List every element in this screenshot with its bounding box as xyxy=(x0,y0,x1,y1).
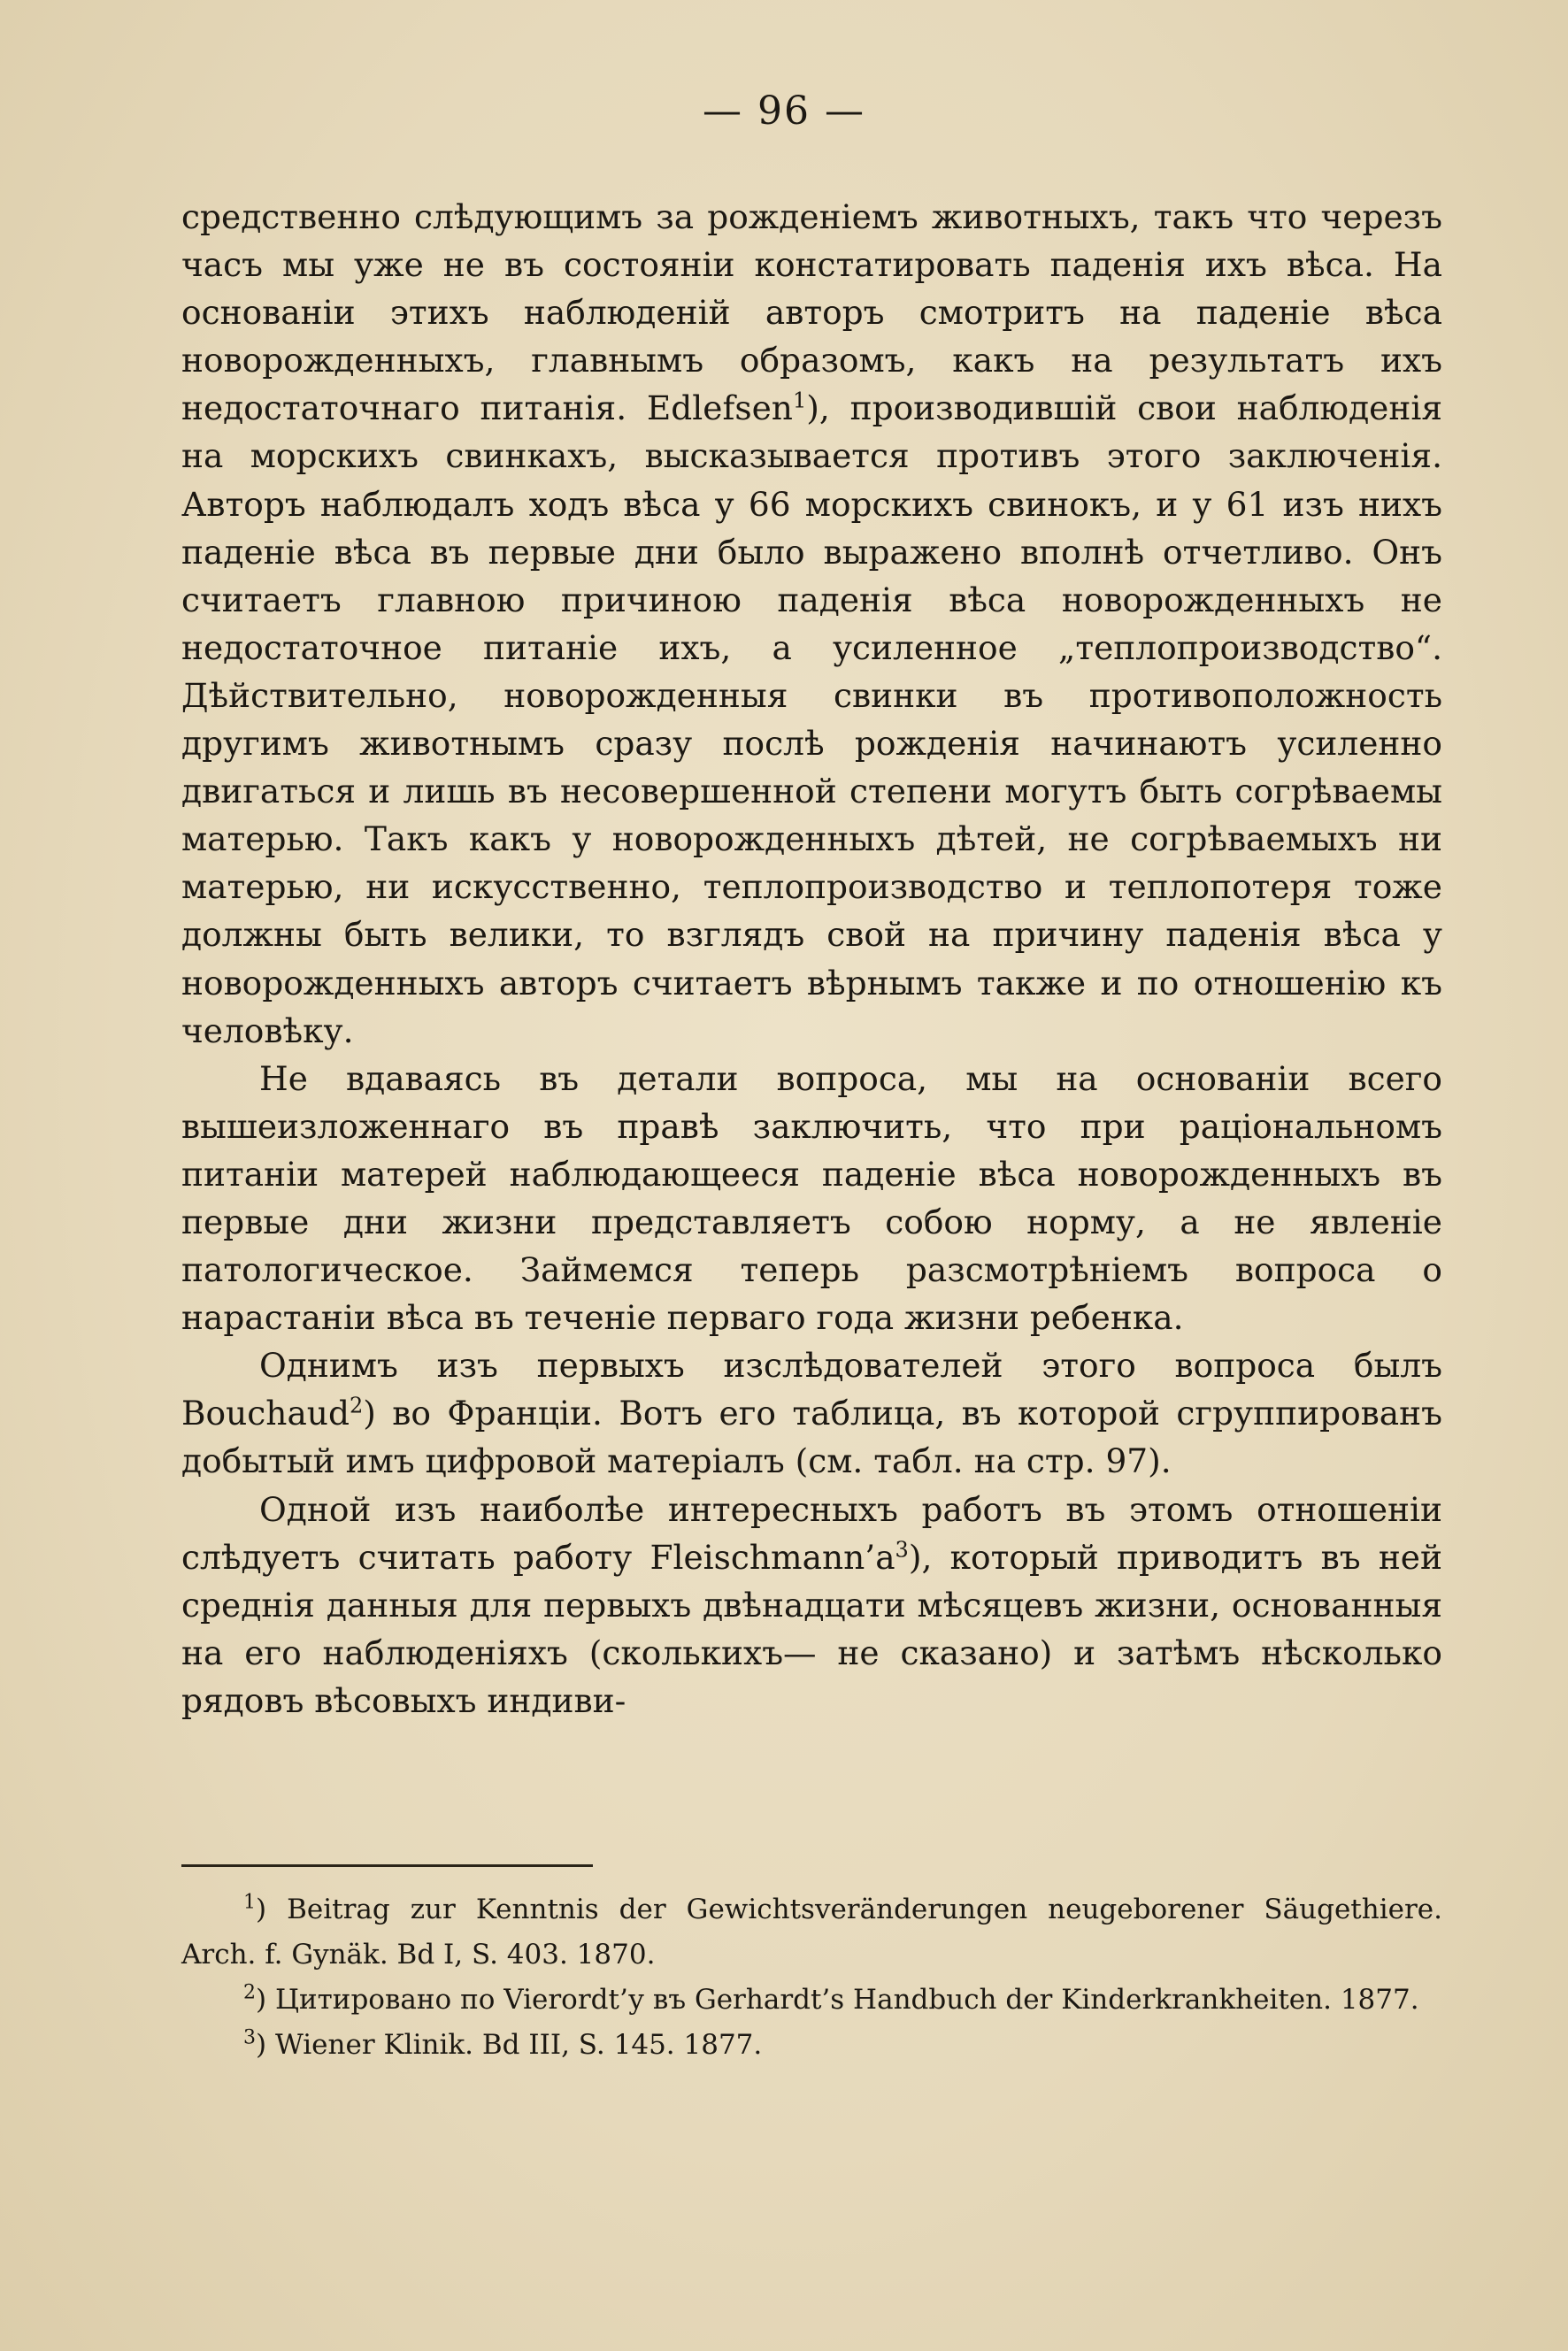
paragraph-2: Не вдаваясь въ детали вопроса, мы на основаніи всего вышеизложеннаго въ правѣ заключить, что при раціональномъ питаніи матерей наблюдающееся паденіе вѣса новорожденныхъ въ первые дни жизни представляетъ собою норму, а не явленіе патологическое. Займемся теперь разсмотрѣніемъ вопроса о нарастаніи вѣса въ теченіе перваго года жизни ребенка. xyxy=(181,1058,1442,1338)
footnote-1 xyxy=(181,1887,1442,1978)
paragraph-3-text-b: ) во Франціи. Вотъ его таблица, въ которой сгруппированъ добытый имъ цифровой матеріалъ (см. табл. на стр. 97). xyxy=(181,1394,1442,1481)
paragraph-4 xyxy=(181,1486,1442,1725)
footnote-ref-3: 3 xyxy=(895,1537,909,1563)
footnote-2-text: ) Цитировано по Vierordt’у въ Gerhardt’s Handbuch der Kinderkrankheiten. 1877. xyxy=(256,1984,1419,2016)
footnote-3-text: ) Wiener Klinik. Bd III, S. 145. 1877. xyxy=(256,2029,763,2061)
footnote-1-mark: 1 xyxy=(243,1891,256,1914)
page-number: — 96 — xyxy=(703,88,865,134)
footnote-1-text: ) Beitrag zur Kenntnis der Gewichtsveränderungen neugeborener Säugethiere. Arch. f. Gynäk. Bd I, S. 403. 1870. xyxy=(181,1894,1442,1971)
paragraph-1 xyxy=(181,193,1442,1055)
footnote-ref-2: 2 xyxy=(349,1393,364,1418)
paragraph-3 xyxy=(181,1341,1442,1485)
paragraph-3-text-a: Однимъ изъ первыхъ изслѣдователей этого вопроса былъ Bouchaud xyxy=(181,1346,1442,1433)
footnote-ref-1: 1 xyxy=(792,388,807,413)
paragraph-4-text-a: Одной изъ наиболѣе интересныхъ работъ въ этомъ отношеніи слѣдуетъ считать работу Fleischmann’a xyxy=(181,1489,1442,1577)
main-text xyxy=(181,193,1442,1725)
paragraph-1-text-b: ), производившій свои наблюденія на морскихъ свинкахъ, высказывается противъ этого заключенія. Авторъ наблюдалъ ходъ вѣса у 66 морскихъ свинокъ, и у 61 изъ нихъ паденіе вѣса въ первые дни было выражено вполнѣ отчетливо. Онъ считаетъ главною причиною паденія вѣса новорожденныхъ не недостаточное питаніе ихъ, а усиленное „теплопроизводство“. Дѣйствительно, новорожденныя свинки въ противоположность другимъ животнымъ сразу послѣ рожденія начинаютъ усиленно двигаться и лишь въ несовершенной степени могутъ быть согрѣваемы матерью. Такъ какъ у новорожденныхъ дѣтей, не согрѣваемыхъ ни матерью, ни искусственно, теплопроизводство и теплопотеря тоже должны быть велики, то взглядъ свой на причину паденія вѣса у новорожденныхъ авторъ считаетъ вѣрнымъ также и по отношенію къ человѣку. xyxy=(181,388,1442,1050)
footnote-3-mark: 3 xyxy=(243,2026,256,2049)
footnote-2-mark: 2 xyxy=(243,1981,256,2004)
footnote-3 xyxy=(181,2023,1442,2068)
paragraph-4-text-b: ), который приводитъ въ ней среднія данныя для первыхъ двѣнадцати мѣсяцевъ жизни, основанныя на его наблюденіяхъ (сколькихъ— не сказано) и затѣмъ нѣсколько рядовъ вѣсовыхъ индиви- xyxy=(181,1537,1442,1720)
footnotes xyxy=(181,1887,1442,2068)
paragraph-1-text-a: средственно слѣдующимъ за рожденіемъ животныхъ, такъ что черезъ часъ мы уже не въ состояніи констатировать паденія ихъ вѣса. На основаніи этихъ наблюденій авторъ смотритъ на паденіе вѣса новорожденныхъ, главнымъ образомъ, какъ на результатъ ихъ недостаточнаго питанія. Edlefsen xyxy=(181,197,1442,428)
footnote-separator xyxy=(181,1864,593,1867)
footnote-2 xyxy=(181,1978,1442,2023)
